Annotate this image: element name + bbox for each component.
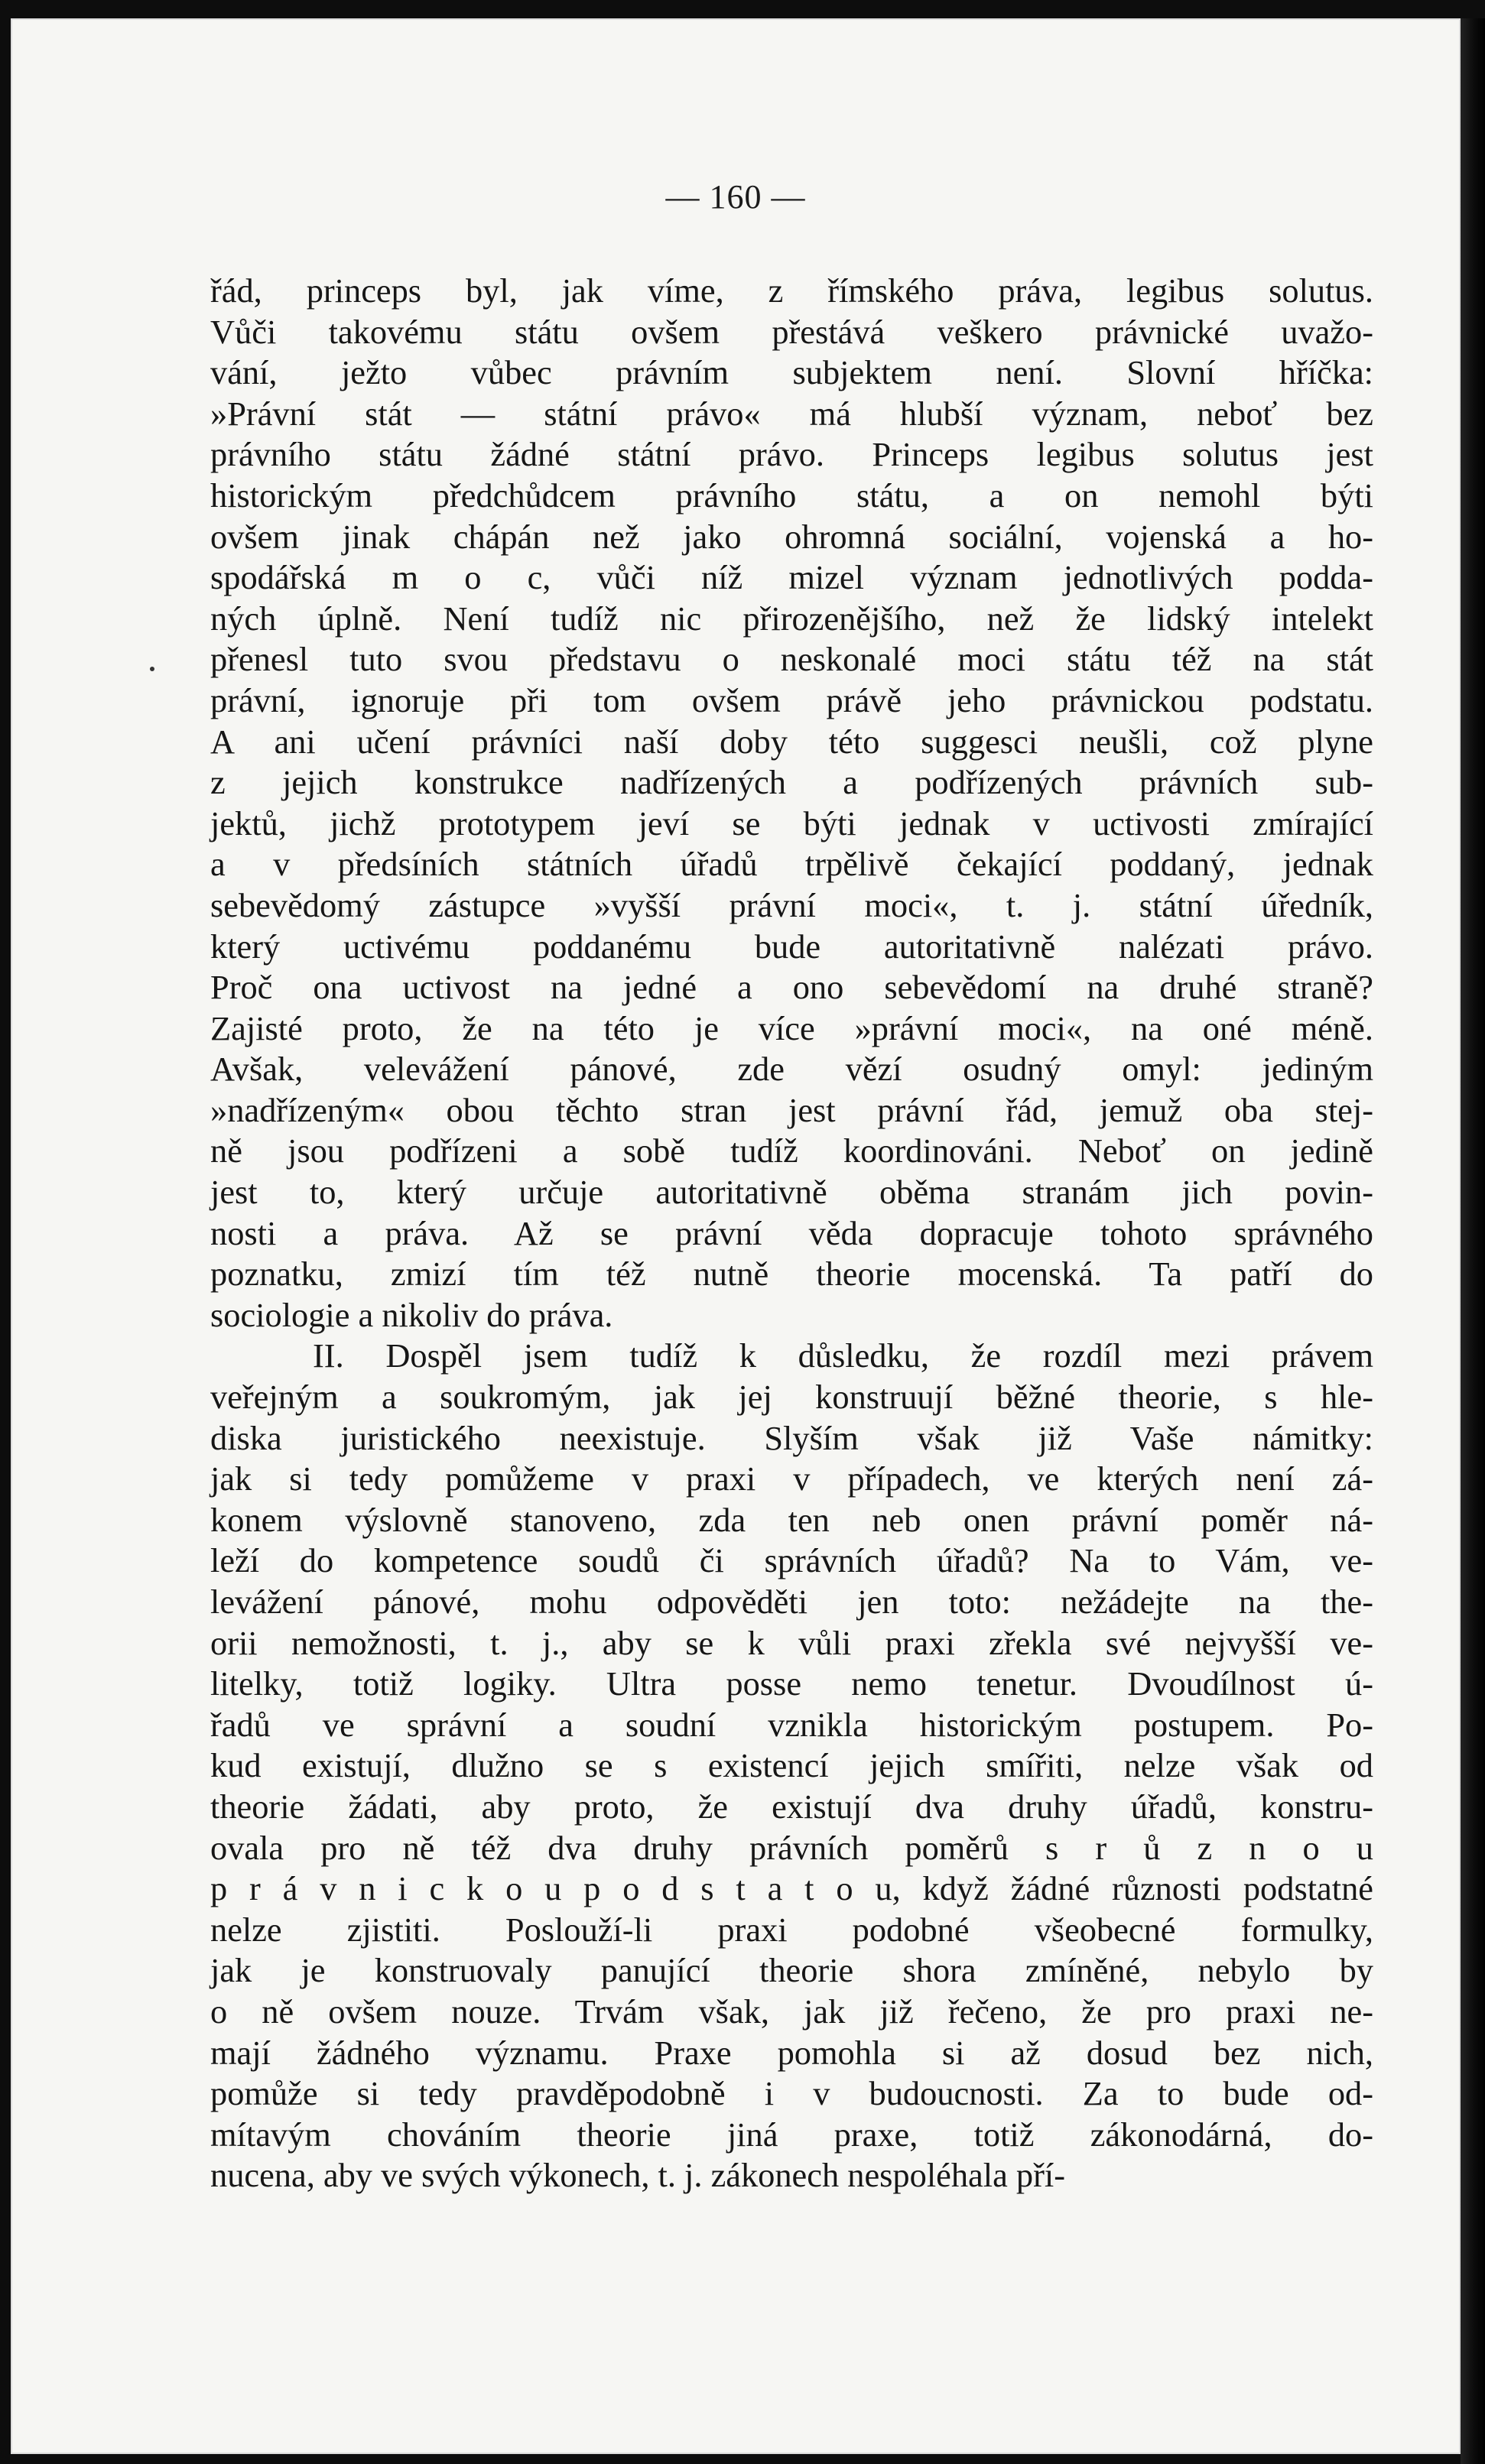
text-line: z jejich konstrukce nadřízených a podřízených právních sub- — [210, 763, 1373, 802]
text-line: poznatku, zmizí tím též nutně theorie mocenská. Ta patří do — [210, 1255, 1373, 1294]
text-line: konem výslovně stanoveno, zda ten neb onen právní poměr ná- — [210, 1500, 1373, 1539]
text-line: veřejným a soukromým, jak jej konstruují běžné theorie, s hle- — [210, 1378, 1373, 1417]
text-line: nosti a práva. Až se právní věda dopracuje tohoto správného — [210, 1213, 1373, 1252]
book-page — [11, 18, 1461, 2454]
text-line: pomůže si tedy pravděpodobně i v budoucnosti. Za to bude od- — [210, 2074, 1373, 2113]
text-line: jest to, který určuje autoritativně oběma stranám jich povin- — [210, 1173, 1373, 1212]
text-line: Zajisté proto, že na této je více »právní moci«, na oné méně. — [210, 1008, 1373, 1047]
text-line: který uctivému poddanému bude autoritativně nalézati právo. — [210, 927, 1373, 966]
text-line: Vůči takovému státu ovšem přestává veškero právnické uvažo- — [210, 312, 1373, 351]
text-line: jak si tedy pomůžeme v praxi v případech, ve kterých není zá- — [210, 1459, 1373, 1498]
text-line: ovala pro ně též dva druhy právních poměrů s r ů z n o u — [210, 1828, 1373, 1867]
text-line: diska juristického neexistuje. Slyším však již Vaše námitky: — [210, 1418, 1373, 1457]
text-line: Avšak, velevážení pánové, zde vězí osudný omyl: jediným — [210, 1050, 1373, 1089]
text-line: ných úplně. Není tudíž nic přirozenějšího, než že lidský intelekt — [210, 599, 1373, 638]
text-line: spodářská m o c, vůči níž mizel význam jednotlivých podda- — [210, 558, 1373, 597]
text-line: litelky, totiž logiky. Ultra posse nemo tenetur. Dvoudílnost ú- — [210, 1664, 1373, 1703]
text-line: jak je konstruovaly panující theorie shora zmíněné, nebylo by — [210, 1951, 1373, 1990]
page-number: — 160 — — [665, 178, 806, 216]
text-line: Proč ona uctivost na jedné a ono sebevědomí na druhé straně? — [210, 968, 1373, 1007]
text-line: II. Dospěl jsem tudíž k důsledku, že rozdíl mezi právem — [313, 1336, 1373, 1375]
text-line: o ně ovšem nouze. Trvám však, jak již řečeno, že pro praxi ne- — [210, 1992, 1373, 2031]
text-line: mítavým chováním theorie jiná praxe, totiž zákonodárná, do- — [210, 2115, 1373, 2154]
text-line: historickým předchůdcem právního státu, a on nemohl býti — [210, 476, 1373, 515]
book-spine-edge — [1461, 18, 1485, 2464]
text-line: sebevědomý zástupce »vyšší právní moci«, t. j. státní úředník, — [210, 885, 1373, 924]
text-line: sociologie a nikoliv do práva. — [210, 1295, 613, 1334]
text-line: ovšem jinak chápán než jako ohromná sociální, vojenská a ho- — [210, 517, 1373, 556]
margin-mark — [150, 667, 154, 671]
text-line: leží do kompetence soudů či správních úřadů? Na to Vám, ve- — [210, 1541, 1373, 1580]
text-line: ně jsou podřízeni a sobě tudíž koordinováni. Neboť on jedině — [210, 1131, 1373, 1170]
text-line: theorie žádati, aby proto, že existují dva druhy úřadů, konstru- — [210, 1787, 1373, 1826]
text-line: přenesl tuto svou představu o neskonalé moci státu též na stát — [210, 640, 1373, 679]
text-line: p r á v n i c k o u p o d s t a t o u, když žádné různosti podstatné — [210, 1869, 1373, 1908]
text-line: kud existují, dlužno se s existencí jejich smířiti, nelze však od — [210, 1746, 1373, 1785]
text-line: řád, princeps byl, jak víme, z římského práva, legibus solutus. — [210, 271, 1373, 310]
text-line: »Právní stát — státní právo« má hlubší význam, neboť bez — [210, 394, 1373, 433]
body-text — [210, 271, 1373, 2196]
text-line: vání, ježto vůbec právním subjektem není. Slovní hříčka: — [210, 353, 1373, 392]
text-line: řadů ve správní a soudní vznikla historickým postupem. Po- — [210, 1705, 1373, 1744]
text-line: a v předsíních státních úřadů trpělivě čekající poddaný, jednak — [210, 845, 1373, 884]
text-line: nelze zjistiti. Poslouží-li praxi podobné všeobecné formulky, — [210, 1910, 1373, 1949]
text-line: právní, ignoruje při tom ovšem právě jeho právnickou podstatu. — [210, 680, 1373, 719]
text-line: nucena, aby ve svých výkonech, t. j. zákonech nespoléhala pří- — [210, 2156, 1065, 2195]
text-line: jektů, jichž prototypem jeví se býti jednak v uctivosti zmírající — [210, 803, 1373, 842]
text-line: A ani učení právníci naší doby této suggesci neušli, což plyne — [210, 722, 1373, 761]
text-line: mají žádného významu. Praxe pomohla si až dosud bez nich, — [210, 2033, 1373, 2072]
text-line: levážení pánové, mohu odpověděti jen toto: nežádejte na the- — [210, 1583, 1373, 1621]
text-line: právního státu žádné státní právo. Princeps legibus solutus jest — [210, 435, 1373, 474]
text-line: orii nemožnosti, t. j., aby se k vůli praxi zřekla své nejvyšší ve- — [210, 1623, 1373, 1662]
text-line: »nadřízeným« obou těchto stran jest právní řád, jemuž oba stej- — [210, 1090, 1373, 1129]
